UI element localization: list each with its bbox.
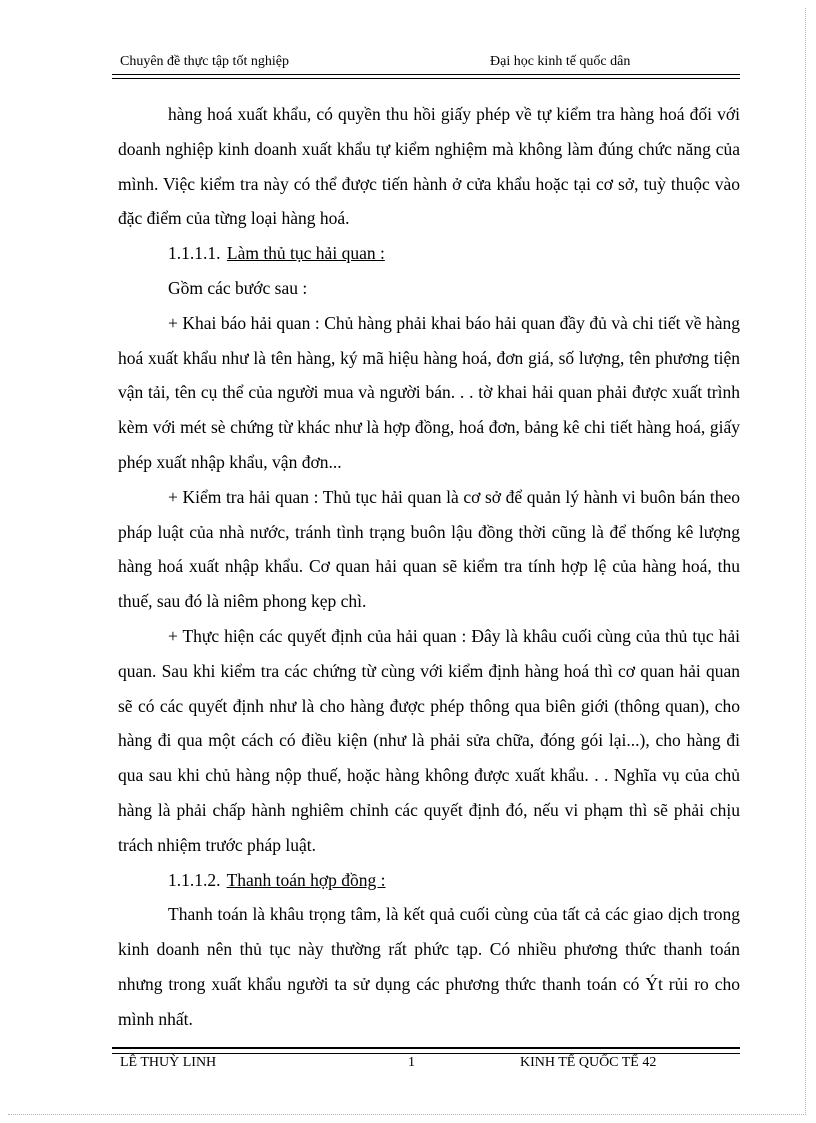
section-number: 1.1.1.1. bbox=[168, 243, 221, 264]
paragraph-payment: Thanh toán là khâu trọng tâm, là kết quả cuối cùng của tất cả các giao dịch trong kinh doanh nên thủ tục này thường rất phức tạp. Có nhiều phương thức thanh toán nhưng trong xuất khẩu người ta sử dụng các phương thức thanh toán có Ýt rủi ro cho mình nhất. bbox=[118, 904, 740, 1029]
section-heading-2 bbox=[118, 863, 740, 898]
paragraph-customs-declaration: + Khai báo hải quan : Chủ hàng phải khai báo hải quan đầy đủ và chi tiết về hàng hoá xuất khẩu như là tên hàng, ký mã hiệu hàng hoá, đơn giá, số lượng, tên phương tiện vận tải, tên cụ thể của người mua và người bán. . . tờ khai hải quan phải được xuất trình kèm với mét sè chứng từ khác như là hợp đồng, hoá đơn, bảng kê chi tiết hàng hoá, giấy phép xuất nhập khẩu, vận đơn... bbox=[118, 312, 740, 472]
section-title: Thanh toán hợp đồng : bbox=[226, 869, 386, 890]
footer-course: KINH TẾ QUỐC TẾ 42 bbox=[520, 1055, 657, 1070]
header-right: Đại học kinh tế quốc dân bbox=[490, 54, 631, 69]
page-number: 1 bbox=[408, 1055, 415, 1070]
paragraph-customs-decisions: + Thực hiện các quyết định của hải quan : Đây là khâu cuối cùng của thủ tục hải quan. Sau khi kiểm tra các chứng từ cùng với kiểm định hàng hoá thì cơ quan hải quan sẽ có các quyết định như là cho hàng được phép thông qua biên giới (thông quan), cho hàng đi qua một cách có điều kiện (như là phải sửa chữa, đóng gói lại...), cho hàng đi qua sau khi chủ hàng nộp thuế, hoặc hàng không được xuất khẩu. . . Nghĩa vụ của chủ hàng là phải chấp hành nghiêm chỉnh các quyết định đó, nếu vi phạm thì sẽ phải chịu trách nhiệm trước pháp luật. bbox=[118, 625, 740, 855]
header-rule bbox=[112, 74, 740, 79]
paragraph-customs-inspection: + Kiểm tra hải quan : Thủ tục hải quan là cơ sở để quản lý hành vi buôn bán theo pháp luật của nhà nước, tránh tình trạng buôn lậu đồng thời cũng là để thống kê lượng hàng hoá xuất nhập khẩu. Cơ quan hải quan sẽ kiểm tra tính hợp lệ của hàng hoá, thu thuế, sau đó là niêm phong kẹp chì. bbox=[118, 486, 740, 612]
paragraph-steps-intro: Gồm các bước sau : bbox=[168, 277, 308, 298]
page-footer bbox=[120, 1055, 740, 1075]
page-header bbox=[120, 54, 740, 76]
paragraph-continuation: hàng hoá xuất khẩu, có quyền thu hồi giấy phép về tự kiểm tra hàng hoá đối với doanh nghiệp kinh doanh xuất khẩu tự kiểm nghiệm mà không làm đúng chức năng của mình. Việc kiểm tra này có thể được tiến hành ở cửa khẩu hoặc tại cơ sở, tuỳ thuộc vào đặc điểm của từng loại hàng hoá. bbox=[118, 104, 740, 229]
section-title: Làm thủ tục hải quan : bbox=[226, 243, 385, 264]
document-body bbox=[118, 97, 740, 1037]
section-heading-1 bbox=[118, 236, 740, 271]
header-left: Chuyên đề thực tập tốt nghiệp bbox=[120, 54, 289, 69]
section-number: 1.1.1.2. bbox=[168, 869, 221, 890]
footer-author: LÊ THUỲ LINH bbox=[120, 1055, 217, 1070]
footer-rule bbox=[112, 1047, 740, 1054]
